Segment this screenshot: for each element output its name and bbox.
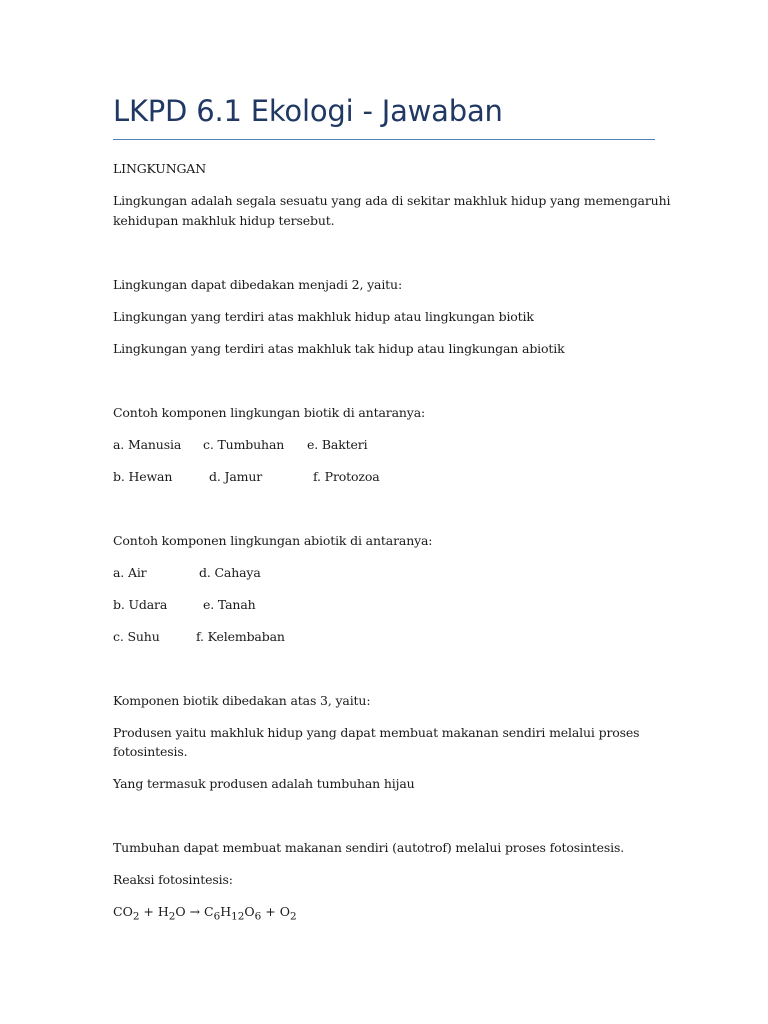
abiotic-example-a: a. Air [113, 565, 147, 580]
producer-line-2: fotosintesis. [113, 744, 188, 759]
type-abiotic: Lingkungan yang terdiri atas makhluk tak hidup atau lingkungan abiotik [113, 341, 565, 356]
biotic-example-b: b. Hewan [113, 469, 173, 484]
photosynthesis-formula [113, 904, 297, 923]
biotic-examples-intro: Contoh komponen lingkungan biotik di antaranya: [113, 405, 426, 420]
formula-h-sub: 12 [231, 910, 245, 923]
biotic-example-a: a. Manusia [113, 437, 182, 452]
formula-o-arrow-c: O → C [175, 904, 214, 919]
formula-o-sub: 6 [254, 910, 262, 923]
biotic-example-f: f. Protozoa [313, 469, 380, 484]
producer-line-1: Produsen yaitu makhluk hidup yang dapat membuat makanan sendiri melalui proses [113, 725, 640, 740]
abiotic-examples-intro: Contoh komponen lingkungan abiotik di antaranya: [113, 533, 433, 548]
type-biotic: Lingkungan yang terdiri atas makhluk hidup atau lingkungan biotik [113, 309, 534, 324]
formula-h2o-sub: 2 [168, 910, 176, 923]
types-intro: Lingkungan dapat dibedakan menjadi 2, yaitu: [113, 277, 403, 292]
formula-co2-sub: 2 [132, 910, 140, 923]
abiotic-example-f: f. Kelembaban [196, 629, 285, 644]
biotic-example-d: d. Jamur [209, 469, 263, 484]
formula-o2-sub: 2 [289, 910, 297, 923]
biotic-example-c: c. Tumbuhan [203, 437, 285, 452]
title-underline [113, 139, 655, 140]
plants-note: Tumbuhan dapat membuat makanan sendiri (autotrof) melalui proses fotosintesis. [113, 840, 625, 855]
section-heading: LINGKUNGAN [113, 161, 206, 176]
formula-plus-h: + H [139, 904, 169, 919]
formula-plus-o: + O [261, 904, 290, 919]
abiotic-example-d: d. Cahaya [199, 565, 261, 580]
formula-c-sub: 6 [213, 910, 221, 923]
abiotic-example-e: e. Tanah [203, 597, 256, 612]
formula-h: H [220, 904, 232, 919]
definition-line-2: kehidupan makhluk hidup tersebut. [113, 213, 335, 228]
definition-line-1: Lingkungan adalah segala sesuatu yang ada di sekitar makhluk hidup yang memengaruhi [113, 193, 671, 208]
abiotic-example-c: c. Suhu [113, 629, 160, 644]
formula-co2: CO [113, 904, 133, 919]
producer-example: Yang termasuk produsen adalah tumbuhan hijau [113, 776, 415, 791]
reaction-label: Reaksi fotosintesis: [113, 872, 233, 887]
formula-o: O [244, 904, 255, 919]
biotic-components-intro: Komponen biotik dibedakan atas 3, yaitu: [113, 693, 371, 708]
abiotic-example-b: b. Udara [113, 597, 168, 612]
document-title: LKPD 6.1 Ekologi - Jawaban [113, 94, 503, 128]
biotic-example-e: e. Bakteri [307, 437, 368, 452]
